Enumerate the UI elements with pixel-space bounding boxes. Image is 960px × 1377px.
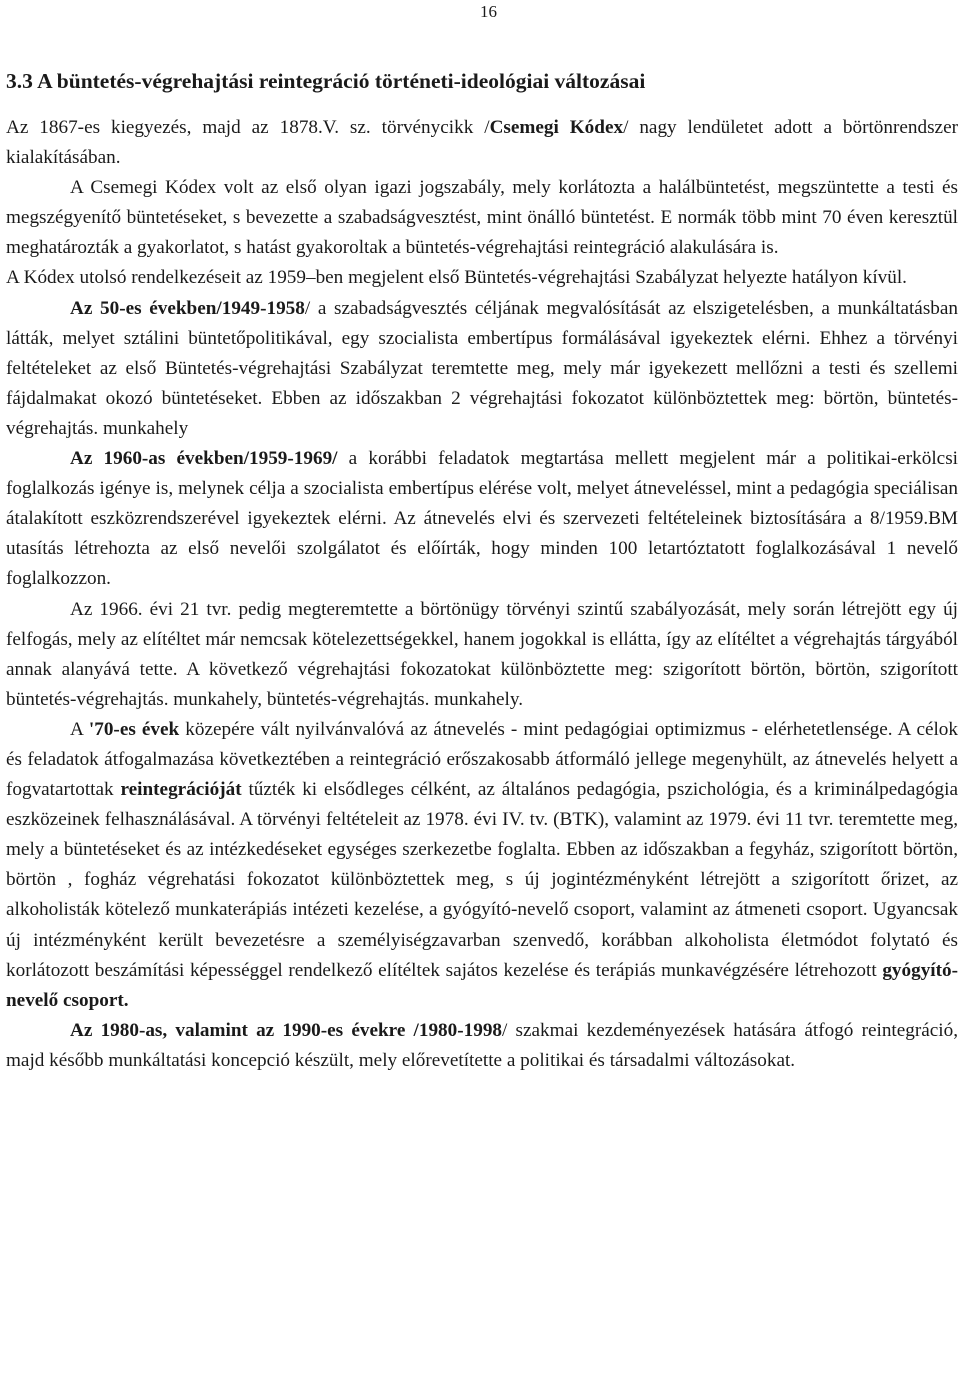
paragraph-8-bold-80s-90s: Az 1980-as, valamint az 1990-es évekre /1980-1998	[70, 1019, 503, 1041]
paragraph-5	[6, 444, 958, 594]
paragraph-5-bold-60s: Az 1960-as években/1959-1969/	[70, 448, 338, 470]
paragraph-7-text-a: A	[70, 718, 89, 740]
paragraph-1	[6, 113, 958, 173]
paragraph-5-text: a korábbi feladatok megtartása mellett megjelent már a politikai-erkölcsi foglalkozás igénye is, melynek célja a szocialista embertípus elérése volt, melyet átneveléssel, mint a pedagógia speciálisan átalakított eszközrendszerével igyekeztek elérni. Az átnevelés elvi és szervezeti feltételeinek biztosítására a 8/1959.BM utasítás létrehozta az első nevelői szolgálatot és előírták, hogy minden 100 letartóztatott foglalkozásával 1 nevelő foglalkozzon.	[6, 448, 958, 590]
paragraph-7-text-c: közepére vált nyilvánvalóvá az átnevelés - mint pedagógiai optimizmus - elérhetetlensége. A célok és feladatok átfogalmazása következtében a reintegráció erőszakosabb átformáló jellege megenyhült, az átnevelés helyett a fogvatartottak	[6, 718, 958, 801]
paragraph-7	[6, 715, 958, 1016]
paragraph-4-text: / a szabadságvesztés céljának megvalósítását az elszigetelésben, a munkáltatásban látták, melyet sztálini büntetőpolitikával, egy szocialista embertípus formálásával igyekeztek elérni. Ehhez a törvényi feltételeket az első Büntetés-végrehajtási Szabályzat teremtette meg, mely már igyekezett mellőzni a testi és szellemi fájdalmakat okozó büntetéseket. Ebben az időszakban 2 végrehajtási fokozatot különböztettek meg: börtön, büntetés-végrehajtás. munkahely	[6, 297, 958, 439]
paragraph-1-bold-csemegi-kodex: Csemegi Kódex	[489, 117, 624, 138]
paragraph-4-bold-50s: Az 50-es években/1949-1958	[70, 297, 305, 319]
paragraph-4	[6, 294, 958, 444]
paragraph-7-text-e: tűzték ki elsődleges célként, az általános pedagógia, pszichológia, és a kriminálpedagógia eszközeinek felhasználásával. A törvényi feltételeit az 1978. évi IV. tv. (BTK), valamint az 1979. évi 11 tvr. teremtette meg, mely a büntetéseket és az intézkedéseket egységes szerkezetbe foglalta. Ebben az időszakban a fegyház, szigorított börtön, börtön , fogház végrehatási fokozatot különböztettek meg, s új jogintézményként létrejött a szigorított őrizet, az alkoholisták kötelező munkaterápiás intézeti kezelése, a gyógyító-nevelő csoport, valamint az átmeneti csoport. Ugyancsak új intézményként került bevezetésre a személyiségzavarban szenvedő, korábban alkoholista életmódot folytató és korlátozott beszámítási képességgel rendelkező elítéltek sajátos kezelése és terápiás munkavégzésére létrehozott	[6, 779, 958, 981]
body-text	[6, 113, 958, 1076]
paragraph-8	[6, 1016, 958, 1076]
paragraph-3: A Kódex utolsó rendelkezéseit az 1959–ben megjelent első Büntetés-végrehajtási Szabályzat helyezte hatályon kívül.	[6, 267, 907, 289]
section-heading: 3.3 A büntetés-végrehajtási reintegráció történeti-ideológiai változásai	[6, 69, 646, 93]
paragraph-7-bold-70s: '70-es évek	[88, 718, 180, 740]
paragraph-1-text-a: Az 1867-es kiegyezés, majd az 1878.V. sz. törvénycikk /	[6, 117, 490, 138]
paragraph-2: A Csemegi Kódex volt az első olyan igazi jogszabály, mely korlátozta a halálbüntetést, megszüntette a testi és megszégyenítő büntetéseket, s bevezette a szabadságvesztést, mint önálló büntetést. E normák több mint 70 éven keresztül meghatározták a gyakorlatot, s hatást gyakoroltak a büntetés-végrehajtási reintegráció alakulására is.	[6, 177, 958, 259]
paragraph-7-bold-reintegraciojat: reintegrációját	[120, 779, 242, 801]
paragraph-7-bold-gyogyito-nevelo: gyógyító-nevelő csoport.	[6, 959, 958, 1011]
paragraph-1-text-c: / nagy lendületet adott a börtönrendszer kialakításában.	[6, 117, 958, 169]
page-number: 16	[480, 2, 497, 21]
document-page	[6, 0, 958, 1377]
paragraph-6: Az 1966. évi 21 tvr. pedig megteremtette a börtönügy törvényi szintű szabályozását, mely során létrejött egy új felfogás, mely az elítéltet már nemcsak kötelezettségekkel, hanem jogokkal is ellátta, így az elítéltet a végrehajtás tárgyából annak alanyává tette. A következő végrehajtási fokozatokat különböztette meg: szigorított börtön, börtön, szigorított büntetés-végrehajtás. munkahely, büntetés-végrehajtás. munkahely.	[6, 598, 958, 710]
paragraph-8-text: / szakmai kezdeményezések hatására átfogó reintegráció, majd később munkáltatási koncepció készült, mely előrevetítette a politikai és társadalmi változásokat.	[6, 1019, 958, 1071]
